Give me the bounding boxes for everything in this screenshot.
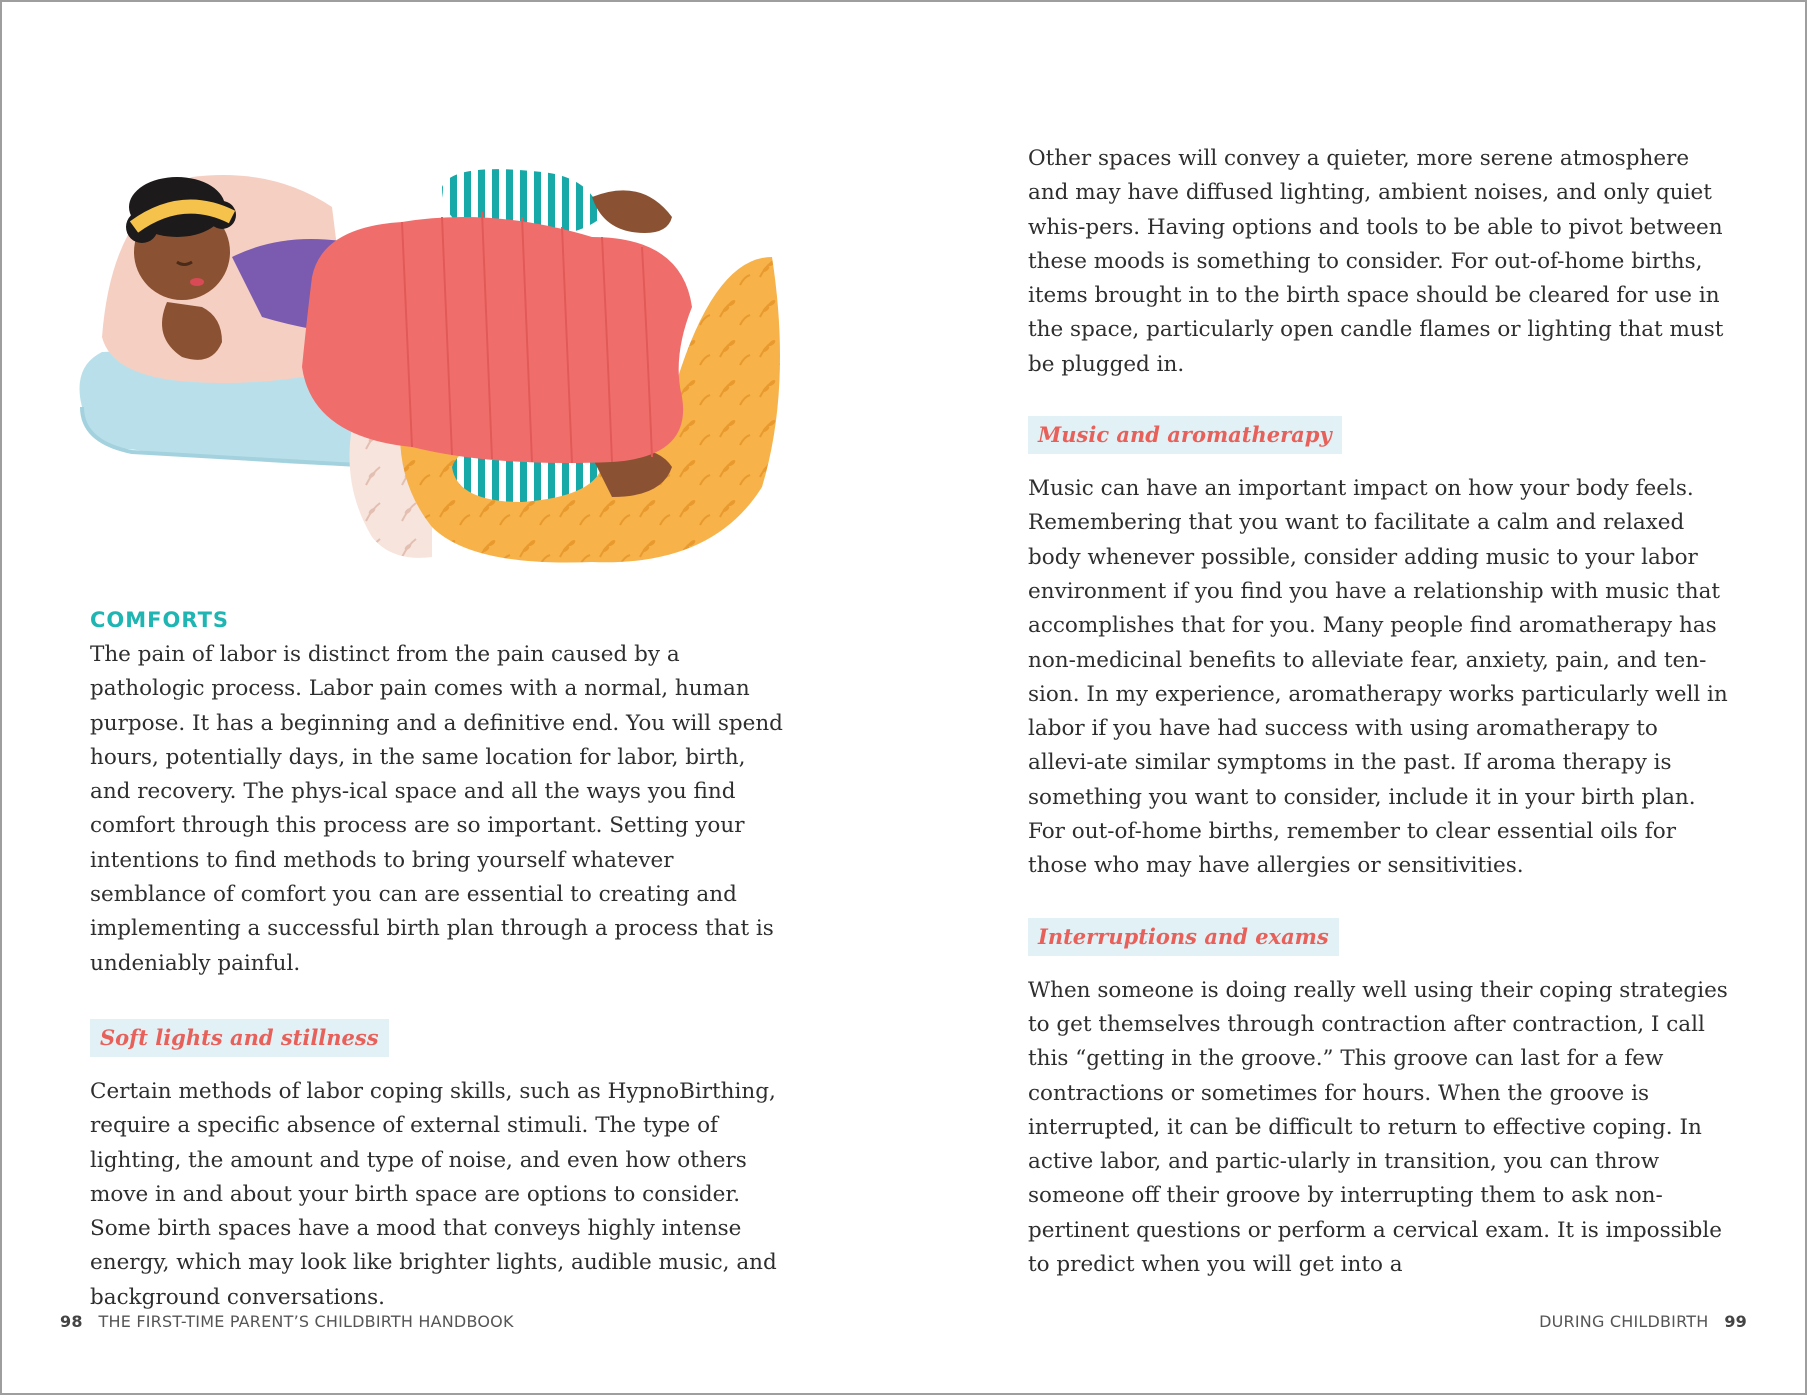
subhead-soft-lights: Soft lights and stillness — [90, 1019, 389, 1057]
subhead-interruptions-exams: Interruptions and exams — [1028, 918, 1339, 956]
page-number-right: 99 — [1724, 1312, 1747, 1331]
page-number-left: 98 — [60, 1312, 83, 1331]
left-page — [2, 2, 902, 1393]
footer-right — [1539, 1312, 1747, 1331]
running-title-left: THE FIRST-TIME PARENT’S CHILDBIRTH HANDBOOK — [98, 1312, 514, 1331]
intro-paragraph: The pain of labor is distinct from the pain caused by a pathologic process. Labor pain comes with a normal, human purpose. It has a beginning and a definitive end. You will spend hours, potentially days, in the same location for labor, birth, and recovery. The phys-ical space and all the ways you find comfort through this process are so important. Setting your intentions to find methods to bring yourself whatever semblance of comfort you can are essential to creating and implementing a successful birth plan through a process that is undeniably painful. — [90, 642, 783, 976]
paragraph-continued: Other spaces will convey a quieter, more serene atmosphere and may have diffused lighting, ambient noises, and only quiet whis-pers. Having options and tools to be able to pivot between these moods is something to consider. For out-of-home births, items brought in to the birth space should be cleared for use in the space, particularly open candle flames or lighting that must be plugged in. — [1028, 146, 1724, 377]
left-text-column — [90, 606, 790, 1315]
section-title: COMFORTS — [90, 608, 230, 632]
right-page — [902, 2, 1805, 1393]
running-title-right: DURING CHILDBIRTH — [1539, 1312, 1709, 1331]
right-text-column — [1028, 142, 1728, 1282]
footer-left — [60, 1312, 514, 1331]
paragraph-interruptions-exams: When someone is doing really well using their coping strategies to get themselves through contraction after contraction, I call this “getting in the groove.” This groove can last for a few contractions or sometimes for hours. When the groove is interrupted, it can be difficult to return to effective coping. In active labor, and partic-ularly in transition, you can throw someone off their groove by interrupting them to ask non-pertinent questions or perform a cervical exam. It is impossible to predict when you will get into a — [1028, 977, 1728, 1278]
sleeping-pillow-illustration — [72, 167, 802, 567]
paragraph-soft-lights: Certain methods of labor coping skills, such as HypnoBirthing, require a specific absence of external stimuli. The type of lighting, the amount and type of noise, and even how others move in and about your birth space are options to consider. Some birth spaces have a mood that conveys highly intense energy, which may look like brighter lights, audible music, and background conversations. — [90, 1078, 777, 1310]
paragraph-music-aromatherapy: Music can have an important impact on how your body feels. Remembering that you want to facilitate a calm and relaxed body whenever possible, consider adding music to your labor environment if you find you have a relationship with music that accomplishes that for you. Many people find aromatherapy has non-medicinal benefits to alleviate fear, anxiety, pain, and ten-sion. In my experience, aromatherapy works particularly well in labor if you have had success with using aromatherapy to allevi-ate similar symptoms in the past. If aroma therapy is something you want to consider, include it in your birth plan. For out-of-home births, remember to clear essential oils for those who may have allergies or sensitivities. — [1028, 476, 1728, 879]
subhead-music-aromatherapy: Music and aromatherapy — [1028, 416, 1342, 454]
